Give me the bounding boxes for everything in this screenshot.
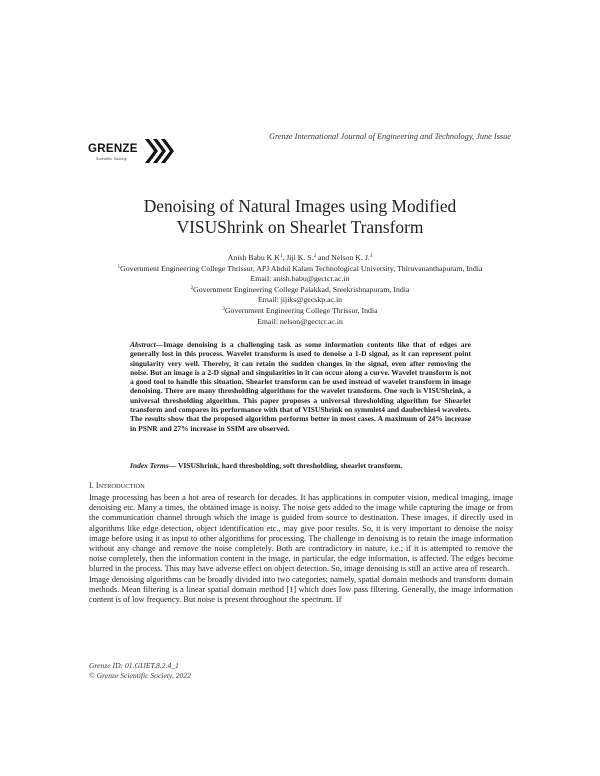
- section-heading: I. INTRODUCTION: [89, 481, 145, 490]
- email-1: Email: anish.babu@gectcr.ac.in: [250, 274, 350, 284]
- title-line-1: Denoising of Natural Images using Modified: [143, 196, 457, 216]
- title-line-2: VISUShrink on Shearlet Transform: [176, 217, 424, 237]
- author-block: [0, 253, 600, 327]
- grenze-id: Grenze ID: 01.GIJET.8.2.4_1: [89, 661, 179, 670]
- paragraph: Image denoising algorithms can be broadly divided into two categories; namely, spatial domain methods and transform domain methods. Mean filtering is a linear spatial domain method [1] which does low pass filtering. Generally, the image information content is of low frequency. But noise is present throughout the spectrum. If: [89, 574, 513, 605]
- index-terms-text: VISUShrink, hard thresholding, soft thresholding, shearlet transform.: [177, 461, 403, 470]
- affiliation-3: $^3$Government Engineering College Thrissur, India: [222, 305, 378, 315]
- logo-subtitle: Scientific Society: [96, 157, 127, 161]
- chevrons-icon: [144, 138, 178, 164]
- body-text: [89, 493, 513, 605]
- affiliation-2: $^2$Government Engineering College Palakkad, Sreekrishnapuram, India: [190, 284, 410, 294]
- abstract: Abstract—Image denoising is a challenging task as some information contents like that of edges are generally lost in this process. Wavelet transform is used to denoise a 1-D signal, as it can represent point singularity very well. Thereby, it can retain the sudden changes in the signal, even after removing the noise. But an image is a 2-D signal and singularities in it can occur along a curve. Wavelet transform is not a good tool to handle this situation. Shearlet transform can be used instead of wavelet transform in image denoising. There are many thresholding algorithms for the wavelet transform. One such is VISUShrink, a universal thresholding algorithm. This paper proposes a universal thresholding algorithm for Shearlet transform and compares its performance with that of VISUShrink on symmlet4 and daubechies4 wavelets. The results show that the proposed algorithm performs better in most cases. A maximum of 24% increase in PSNR and 27% increase in SSIM are observed.: [130, 340, 471, 433]
- email-3: Email: nelson@gectcr.ac.in: [257, 316, 343, 326]
- grenze-logo: [88, 133, 188, 167]
- abstract-label: Abstract: [130, 340, 156, 349]
- copyright: © Grenze Scientific Society, 2022: [89, 671, 191, 680]
- logo-name: GRENZE: [88, 143, 138, 155]
- index-terms: Index Terms— VISUShrink, hard thresholding, soft thresholding, shearlet transform.: [130, 461, 403, 470]
- author-names: Anish Babu K $K^1$, Jiji K. S.$^2$ and Nelson K. J.$^3$: [227, 253, 373, 262]
- index-terms-label: Index Terms: [130, 461, 169, 470]
- footer: [89, 661, 191, 681]
- email-2: Email: jijiks@gecskp.ac.in: [257, 295, 343, 305]
- paragraph: Image processing has been a hot area of research for decades. It has applications in computer vision, medical imaging, image denoising etc. Many a times, the obtained image is noisy. The noise gets added to the image while capturing the image or from the communication channel through which the image is guided from source to destination. These images, if directly used in algorithms like edge detection, object identification etc., may give poor results. So, it is very important to denoise the noisy image before using it as input to other algorithms for processing. The challenge in denoising is to retain the image information without any change and remove the noise completely. Both are contradictory in nature, i.e.; if it is attempted to remove the noise completely, then the information content in the image, in particular, the edge information, is affected. The edges become blurred in the process. This may have adverse effect on object detection. So, image denoising is still an active area of research.: [89, 493, 513, 574]
- journal-header: Grenze International Journal of Engineering and Technology, June Issue: [268, 132, 511, 141]
- affiliation-1: $^1$Government Engineering College Thrissur, APJ Abdul Kalam Technological University, Thiruvananthapuram, India: [117, 263, 483, 273]
- paper-title: [0, 196, 600, 238]
- abstract-text: Image denoising is a challenging task as some information contents like that of edges are generally lost in this process. Wavelet transform is used to denoise a 1-D signal, as it can represent point singularity very well. Thereby, it can retain the sudden changes in the signal, even after removing the noise. But an image is a 2-D signal and singularities in it can occur along a curve. Wavelet transform is not a good tool to handle this situation. Shearlet transform can be used instead of wavelet transform in image denoising. There are many thresholding algorithms for the wavelet transform. One such is VISUShrink, a universal thresholding algorithm. This paper proposes a universal thresholding algorithm for Shearlet transform and compares its performance with that of VISUShrink on symmlet4 and daubechies4 wavelets. The results show that the proposed algorithm performs better in most cases. A maximum of 24% increase in PSNR and 27% increase in SSIM are observed.: [130, 340, 471, 433]
